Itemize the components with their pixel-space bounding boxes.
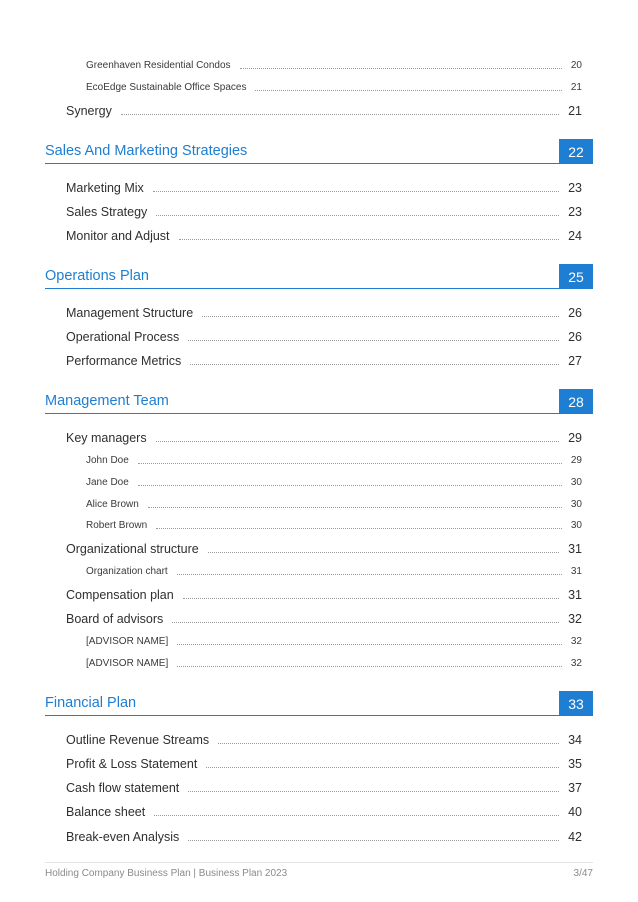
toc-entry-page: 42 xyxy=(568,830,582,844)
toc-entry-sales-strategy[interactable] xyxy=(66,201,582,219)
toc-entry-label: Performance Metrics xyxy=(66,354,182,368)
toc-entry-organization-chart[interactable] xyxy=(86,563,582,577)
dot-leader xyxy=(148,507,562,508)
toc-entry-ecoedge[interactable] xyxy=(86,79,582,93)
toc-entry-label: Management Structure xyxy=(66,306,194,320)
toc-entry-label: EcoEdge Sustainable Office Spaces xyxy=(86,82,247,93)
toc-entry-marketing-mix[interactable] xyxy=(66,177,582,195)
dot-leader xyxy=(218,743,559,744)
toc-entry-page: 26 xyxy=(568,306,582,320)
toc-entry-label: Sales Strategy xyxy=(66,205,148,219)
toc-entry-page: 32 xyxy=(568,612,582,626)
section-title: Financial Plan xyxy=(45,695,137,711)
toc-entry-cash-flow[interactable] xyxy=(66,777,582,795)
toc-entry-label: Organizational structure xyxy=(66,542,199,556)
dot-leader xyxy=(156,215,559,216)
toc-entry-label: Compensation plan xyxy=(66,588,174,602)
section-title: Sales And Marketing Strategies xyxy=(45,143,248,159)
toc-entry-organizational-structure[interactable] xyxy=(66,538,582,556)
dot-leader xyxy=(177,644,562,645)
toc-entry-page: 29 xyxy=(568,431,582,445)
toc-entry-advisor-1[interactable] xyxy=(86,633,582,647)
toc-entry-synergy[interactable] xyxy=(66,100,582,118)
toc-entry-page: 23 xyxy=(568,205,582,219)
dot-leader xyxy=(190,364,559,365)
dot-leader xyxy=(188,840,559,841)
toc-entry-key-managers[interactable] xyxy=(66,427,582,445)
toc-entry-page: 30 xyxy=(570,520,582,531)
toc-entry-page: 31 xyxy=(568,588,582,602)
toc-entry-page: 40 xyxy=(568,805,582,819)
section-financial-plan[interactable] xyxy=(45,691,593,716)
toc-entry-operational-process[interactable] xyxy=(66,326,582,344)
toc-entry-compensation-plan[interactable] xyxy=(66,584,582,602)
footer-page-number: 3/47 xyxy=(573,868,593,879)
dot-leader xyxy=(208,552,559,553)
toc-entry-label: Greenhaven Residential Condos xyxy=(86,60,231,71)
toc-entry-label: Robert Brown xyxy=(86,520,148,531)
section-title: Operations Plan xyxy=(45,268,149,284)
toc-entry-label: Break-even Analysis xyxy=(66,830,180,844)
toc-entry-label: Operational Process xyxy=(66,330,180,344)
toc-entry-revenue-streams[interactable] xyxy=(66,729,582,747)
dot-leader xyxy=(177,666,562,667)
toc-entry-jane-doe[interactable] xyxy=(86,474,582,488)
toc-entry-label: Cash flow statement xyxy=(66,781,180,795)
toc-entry-board-of-advisors[interactable] xyxy=(66,608,582,626)
toc-entry-label: Key managers xyxy=(66,431,147,445)
toc-entry-page: 32 xyxy=(570,658,582,669)
section-page-badge: 33 xyxy=(559,691,593,716)
dot-leader xyxy=(202,316,559,317)
dot-leader xyxy=(240,68,562,69)
toc-entry-page: 31 xyxy=(570,566,582,577)
toc-entry-label: John Doe xyxy=(86,455,129,466)
toc-entry-page: 21 xyxy=(568,104,582,118)
toc-entry-monitor-adjust[interactable] xyxy=(66,225,582,243)
toc-entry-label: Synergy xyxy=(66,104,112,118)
section-page-badge: 25 xyxy=(559,264,593,289)
section-operations-plan[interactable] xyxy=(45,264,593,289)
footer-document-title: Holding Company Business Plan | Business Plan 2023 xyxy=(45,868,288,879)
toc-entry-profit-loss[interactable] xyxy=(66,753,582,771)
dot-leader xyxy=(138,485,562,486)
toc-entry-page: 30 xyxy=(570,477,582,488)
toc-entry-page: 24 xyxy=(568,229,582,243)
toc-entry-label: Outline Revenue Streams xyxy=(66,733,210,747)
dot-leader xyxy=(183,598,559,599)
toc-entry-page: 27 xyxy=(568,354,582,368)
dot-leader xyxy=(172,622,559,623)
toc-entry-label: Alice Brown xyxy=(86,499,139,510)
toc-entry-greenhaven[interactable] xyxy=(86,57,582,71)
dot-leader xyxy=(153,191,559,192)
toc-entry-page: 23 xyxy=(568,181,582,195)
section-sales-marketing[interactable] xyxy=(45,139,593,164)
section-page-badge: 28 xyxy=(559,389,593,414)
toc-entry-page: 35 xyxy=(568,757,582,771)
dot-leader xyxy=(121,114,559,115)
dot-leader xyxy=(188,340,559,341)
toc-entry-label: Monitor and Adjust xyxy=(66,229,170,243)
toc-entry-label: Profit & Loss Statement xyxy=(66,757,198,771)
toc-entry-page: 34 xyxy=(568,733,582,747)
footer-divider xyxy=(45,862,593,863)
toc-entry-advisor-2[interactable] xyxy=(86,655,582,669)
toc-entry-page: 37 xyxy=(568,781,582,795)
toc-entry-label: Marketing Mix xyxy=(66,181,144,195)
toc-entry-alice-brown[interactable] xyxy=(86,496,582,510)
toc-entry-break-even[interactable] xyxy=(66,826,582,844)
dot-leader xyxy=(138,463,562,464)
toc-entry-john-doe[interactable] xyxy=(86,452,582,466)
dot-leader xyxy=(177,574,562,575)
toc-entry-label: Organization chart xyxy=(86,566,168,577)
section-management-team[interactable] xyxy=(45,389,593,414)
dot-leader xyxy=(188,791,559,792)
toc-entry-label: Balance sheet xyxy=(66,805,146,819)
toc-entry-page: 32 xyxy=(570,636,582,647)
dot-leader xyxy=(154,815,559,816)
toc-entry-page: 20 xyxy=(570,60,582,71)
dot-leader xyxy=(156,441,559,442)
toc-entry-label: [ADVISOR NAME] xyxy=(86,658,169,669)
dot-leader xyxy=(206,767,559,768)
section-page-badge: 22 xyxy=(559,139,593,164)
toc-entry-label: [ADVISOR NAME] xyxy=(86,636,169,647)
toc-entry-label: Jane Doe xyxy=(86,477,129,488)
toc-entry-performance-metrics[interactable] xyxy=(66,350,582,368)
toc-entry-page: 29 xyxy=(570,455,582,466)
dot-leader xyxy=(179,239,560,240)
toc-entry-management-structure[interactable] xyxy=(66,302,582,320)
toc-entry-robert-brown[interactable] xyxy=(86,517,582,531)
toc-entry-page: 31 xyxy=(568,542,582,556)
toc-entry-label: Board of advisors xyxy=(66,612,164,626)
dot-leader xyxy=(255,90,561,91)
toc-entry-page: 21 xyxy=(570,82,582,93)
toc-entry-page: 30 xyxy=(570,499,582,510)
section-title: Management Team xyxy=(45,393,169,409)
toc-entry-balance-sheet[interactable] xyxy=(66,801,582,819)
dot-leader xyxy=(156,528,562,529)
toc-entry-page: 26 xyxy=(568,330,582,344)
